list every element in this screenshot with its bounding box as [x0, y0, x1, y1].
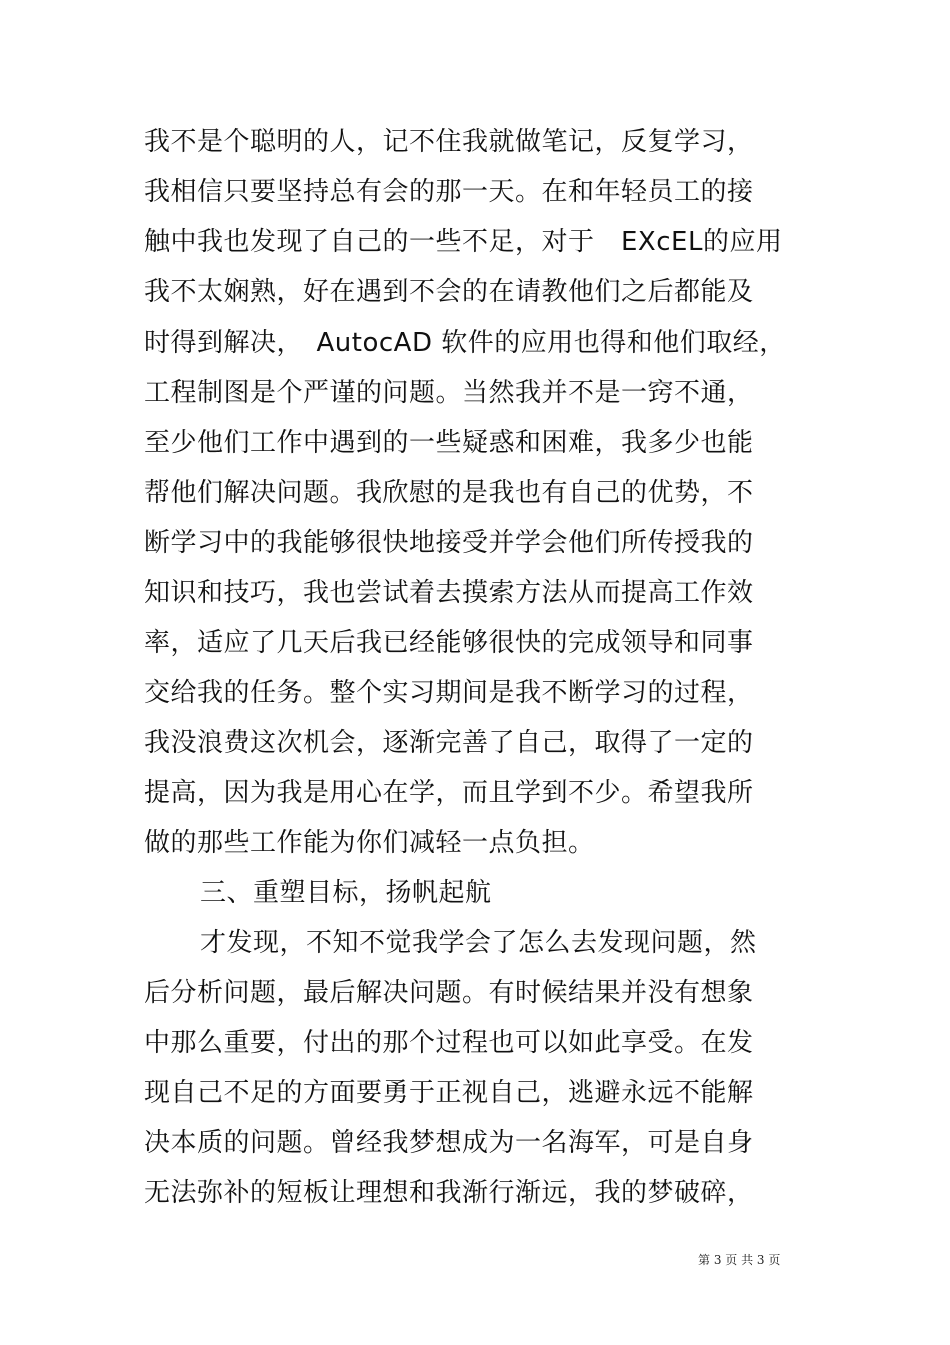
- text-line: 知识和技巧，我也尝试着去摸索方法从而提高工作效: [144, 578, 754, 608]
- text-line: 时得到解决， AutocAD 软件的应用也得和他们取经，: [144, 328, 786, 358]
- text-line: 帮他们解决问题。我欣慰的是我也有自己的优势，不: [144, 478, 754, 508]
- text-line: 做的那些工作能为你们减轻一点负担。: [144, 828, 595, 858]
- text-line: 工程制图是个严谨的问题。当然我并不是一窍不通，: [144, 378, 754, 408]
- paragraph-first-line: 才发现，不知不觉我学会了怎么去发现问题，然: [200, 928, 757, 958]
- text-line: 我没浪费这次机会，逐渐完善了自己，取得了一定的: [144, 728, 754, 758]
- section-heading: 三、重塑目标，扬帆起航: [200, 878, 492, 908]
- text-line: 决本质的问题。曾经我梦想成为一名海军，可是自身: [144, 1128, 754, 1158]
- text-line: 我相信只要坚持总有会的那一天。在和年轻员工的接: [144, 177, 754, 207]
- text-line: 交给我的任务。整个实习期间是我不断学习的过程，: [144, 678, 754, 708]
- text-line: 后分析问题，最后解决问题。有时候结果并没有想象: [144, 978, 754, 1008]
- text-line: 触中我也发现了自己的一些不足，对于 EXcEL的应用: [144, 227, 783, 257]
- text-line: 无法弥补的短板让理想和我渐行渐远，我的梦破碎，: [144, 1178, 754, 1208]
- text-line: 率，适应了几天后我已经能够很快的完成领导和同事: [144, 628, 754, 658]
- text-line: 提高，因为我是用心在学，而且学到不少。希望我所: [144, 778, 754, 808]
- text-line: 我不太娴熟，好在遇到不会的在请教他们之后都能及: [144, 277, 754, 307]
- text-line: 至少他们工作中遇到的一些疑惑和困难，我多少也能: [144, 428, 754, 458]
- text-line: 我不是个聪明的人，记不住我就做笔记，反复学习，: [144, 127, 754, 157]
- text-line: 现自己不足的方面要勇于正视自己，逃避永远不能解: [144, 1078, 754, 1108]
- page-number-footer: 第 3 页 共 3 页: [698, 1253, 781, 1267]
- text-line: 断学习中的我能够很快地接受并学会他们所传授我的: [144, 528, 754, 558]
- text-line: 中那么重要，付出的那个过程也可以如此享受。在发: [144, 1028, 754, 1058]
